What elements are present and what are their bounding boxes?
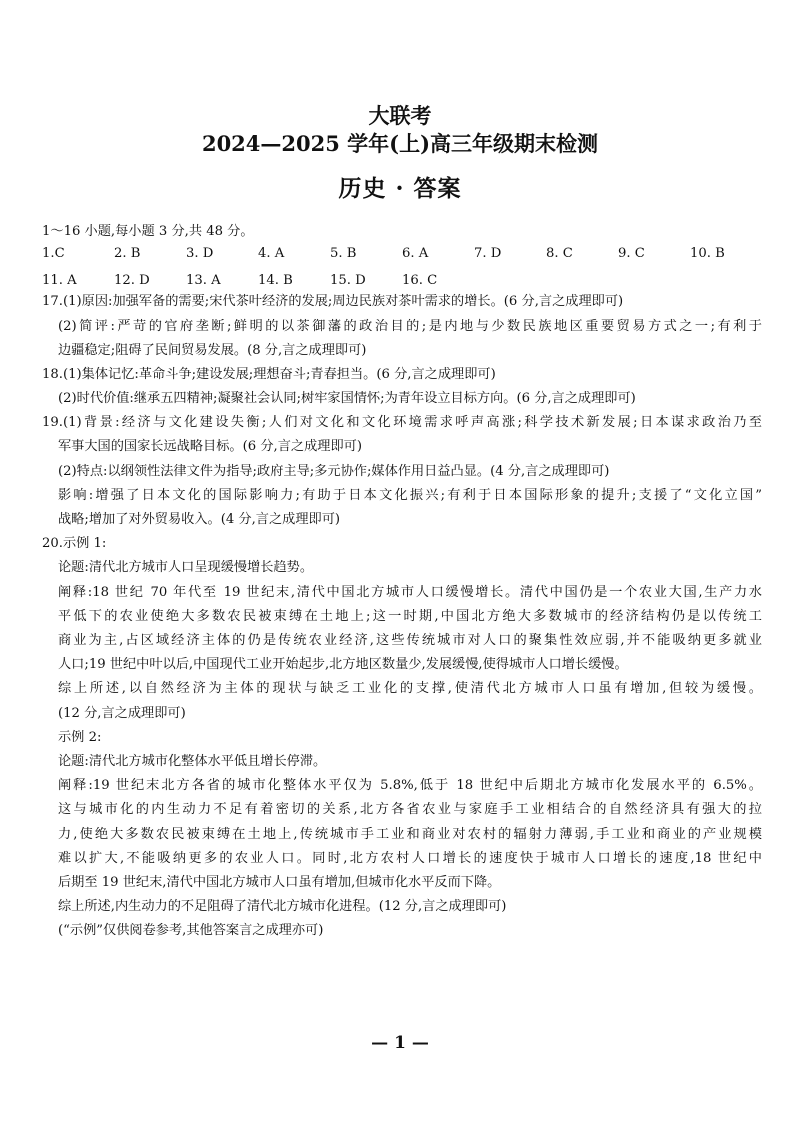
q20-explain-1-line-4: 人口;19 世纪中叶以后,中国现代工业开始起步,北方地区数量少,发展缓慢,使得城市人口增长缓慢。 [58,657,628,672]
mc-intro: 1～16 小题,每小题 3 分,共 48 分。 [42,224,254,239]
q20-score-1: (12 分,言之成理即可) [58,706,186,721]
q20-example-2-label: 示例 2: [58,730,102,745]
mc-answer: 3. D [186,246,214,261]
mc-answer: 10. B [690,246,725,261]
q20-thesis-2: 论题:清代北方城市化整体水平低且增长停滞。 [58,754,327,769]
mc-answer: 12. D [114,273,150,288]
q20-explain-1-line-1: 阐释:18 世纪 70 年代至 19 世纪末,清代中国北方城市人口缓慢增长。清代中国仍是一个农业大国,生产力水 [58,585,762,600]
mc-answer: 13. A [186,273,221,288]
mc-answer: 11. A [42,273,77,288]
mc-answer: 1.C [42,246,65,261]
q20-thesis-1: 论题:清代北方城市人口呈现缓慢增长趋势。 [58,560,314,575]
mc-answer: 2. B [114,246,141,261]
q20-explain-2-line-3: 力,使绝大多数农民被束缚在土地上,传统城市手工业和商业对农村的辐射力薄弱,手工业和商业的产业规模 [58,827,762,842]
q20-explain-2-line-1: 阐释:19 世纪末北方各省的城市化整体水平仅为 5.8%,低于 18 世纪中后期北方城市化发展水平的 6.5%。 [58,778,762,793]
q20-summary-2: 综上所述,内生动力的不足阻碍了清代北方城市化进程。(12 分,言之成理即可) [58,899,507,914]
header-title-2: 2024—2025 学年(上)高三年级期末检测 [201,131,599,156]
mc-answer: 6. A [402,246,429,261]
q19-line-4: 影响:增强了日本文化的国际影响力;有助于日本文化振兴;有利于日本国际形象的提升;支援了“文化立国” [58,488,762,503]
mc-answer: 5. B [330,246,357,261]
page-number: — 1 — [371,1033,429,1053]
mc-answer-grid [42,246,762,294]
q20-explain-1-line-2: 平低下的农业使绝大多数农民被束缚在土地上;这一时期,中国北方绝大多数城市的经济结构仍是以传统工 [58,609,762,624]
q20-example-1-label: 20.示例 1: [42,536,107,551]
mc-answer: 7. D [474,246,502,261]
q20-summary-1: 综上所述,以自然经济为主体的现状与缺乏工业化的支撑,使清代北方城市人口虽有增加,但较为缓慢。 [58,681,762,696]
q17-line-2: (2)简评:严苛的官府垄断;鲜明的以茶御藩的政治目的;是内地与少数民族地区重要贸易方式之一;有利于 [58,319,762,334]
mc-answer: 16. C [402,273,438,288]
header-title-3: 历史 · 答案 [338,175,462,202]
header-title-1: 大联考 [368,103,432,128]
q19-line-5: 战略;增加了对外贸易收入。(4 分,言之成理即可) [58,512,341,527]
mc-answer: 8. C [546,246,573,261]
q19-line-3: (2)特点:以纲领性法律文件为指导;政府主导;多元协作;媒体作用日益凸显。(4 分,言之成理即可) [58,464,610,479]
q17-line-3: 边疆稳定;阻碍了民间贸易发展。(8 分,言之成理即可) [58,343,367,358]
mc-answer: 9. C [618,246,645,261]
q20-explain-2-line-2: 这与城市化的内生动力不足有着密切的关系,北方各省农业与家庭手工业相结合的自然经济具有强大的拉 [58,802,762,817]
q18-line-1: 18.(1)集体记忆:革命斗争;建设发展;理想奋斗;青春担当。(6 分,言之成理即可) [42,367,496,382]
mc-answer: 14. B [258,273,293,288]
mc-answer: 4. A [258,246,285,261]
q20-explain-1-line-3: 商业为主,占区域经济主体的仍是传统农业经济,这些传统城市对人口的聚集性效应弱,并不能吸纳更多就业 [58,633,762,648]
q19-line-2: 军事大国的国家长远战略目标。(6 分,言之成理即可) [58,439,362,454]
q20-explain-2-line-5: 后期至 19 世纪末,清代中国北方城市人口虽有增加,但城市化水平反而下降。 [58,875,501,890]
q19-line-1: 19.(1)背景:经济与文化建设失衡;人们对文化和文化环境需求呼声高涨;科学技术新发展;日本谋求政治乃至 [42,415,762,430]
mc-answer: 15. D [330,273,366,288]
q20-explain-2-line-4: 难以扩大,不能吸纳更多的农业人口。同时,北方农村人口增长的速度快于城市人口增长的速度,18 世纪中 [58,851,762,866]
q18-line-2: (2)时代价值:继承五四精神;凝聚社会认同;树牢家国情怀;为青年设立目标方向。(6 分,言之成理即可) [58,391,636,406]
q20-note: (“示例”仅供阅卷参考,其他答案言之成理亦可) [58,923,324,938]
q17-line-1: 17.(1)原因:加强军备的需要;宋代茶叶经济的发展;周边民族对茶叶需求的增长。(6 分,言之成理即可) [42,294,624,309]
